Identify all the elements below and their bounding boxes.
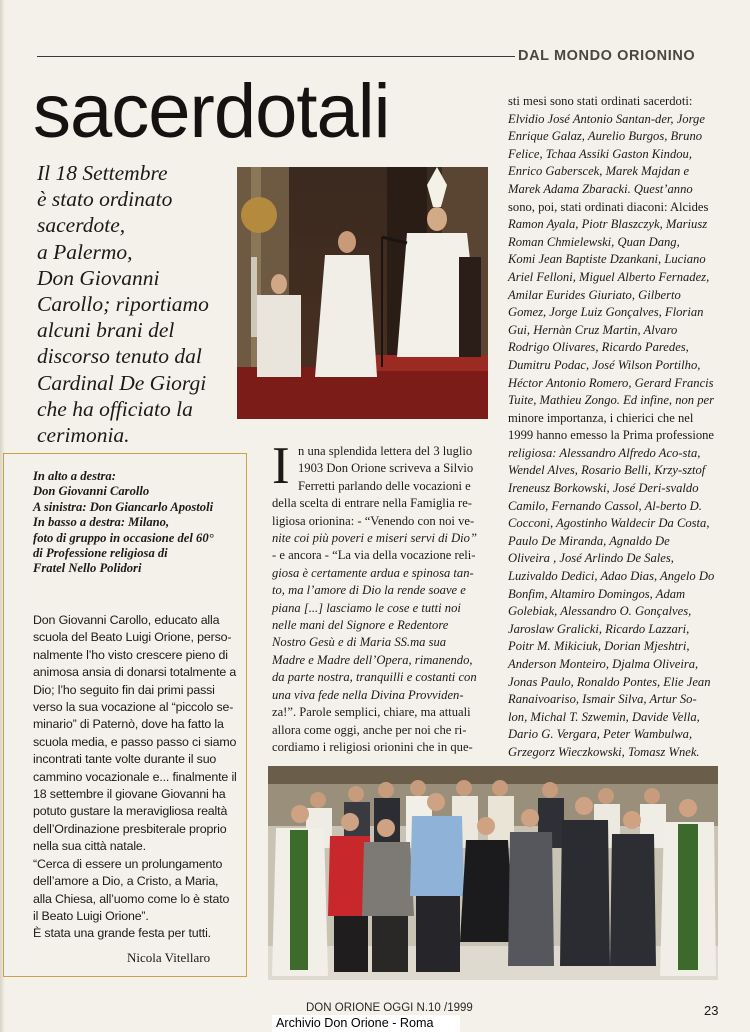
archive-watermark: Archivio Don Orione - Roma (276, 1016, 434, 1030)
subtitle-line: che ha officiato la (37, 396, 193, 421)
text-line: Felice, Tchaa Assiki Gaston Kindou, (508, 146, 693, 161)
text-line: Héctor Antonio Romero, Gerard Francis (508, 375, 714, 390)
header-rule (37, 56, 515, 57)
text-line: sono, poi, stati ordinati diaconi: Alcides (508, 199, 709, 214)
ordination-photo-image (237, 167, 488, 419)
text-line: Enrico Gaberscek, Marek Majdan e (508, 164, 690, 179)
text-line: da parte nostra, tranquilli e costanti con (272, 670, 477, 685)
text-line: della scelta di entrare nella Famiglia re- (272, 496, 473, 511)
subtitle-line: alcuni brani del (37, 318, 175, 343)
text-line: 1999 hanno emesso la Prima professione (508, 428, 715, 443)
text-line: dell’amore a Dio, a Cristo, a Maria, (33, 874, 219, 889)
text-line: Enrique Galaz, Aurelio Burgos, Bruno (508, 129, 703, 144)
text-line: È stata una grande festa per tutti. (33, 926, 211, 941)
drop-cap: I (272, 437, 290, 495)
text-line: “Cerca di essere un prolungamento (33, 856, 223, 871)
text-line: Roman Chmielewski, Quan Dang, (508, 234, 680, 249)
text-line: Komi Jean Baptiste Dzankani, Luciano (508, 252, 706, 267)
text-line: Poitr M. Mikiciuk, Dorian Mjeshtri, (508, 639, 690, 654)
left-column-text (33, 612, 238, 943)
text-line: minore importanza, i chierici che nel (508, 410, 694, 425)
text-line: incontrati tante volte durante il suo (33, 752, 217, 767)
text-line: to, ma l’amore di Dio la rende soave e (272, 583, 466, 598)
text-line: Ireneusz Borkowski, José Deri-svaldo (508, 481, 699, 496)
text-line: Gomez, Jorge Luiz Gonçalves, Florian (508, 305, 704, 320)
text-line: animosa ansia di donarsi totalmente a (33, 665, 237, 680)
text-line: lon, Michal T. Szwemin, Davide Vella, (508, 709, 700, 724)
subtitle-line: cerimonia. (37, 423, 130, 448)
text-line: nelle mani del Signore e Redentore (272, 618, 449, 633)
subtitle-line: Il 18 Settembre (37, 161, 168, 185)
text-line: nite coi più poveri e miseri servi di Dio” (272, 531, 477, 546)
text-line: verso la sua vocazione al “piccolo se- (33, 700, 234, 715)
magazine-footer: DON ORIONE OGGI N.10 /1999 (306, 1002, 473, 1014)
caption-line: di Professione religiosa di (33, 546, 168, 561)
caption-line: foto di gruppo in occasione del 60° (33, 530, 214, 545)
text-line: nalmente l’ho visto crescere pieno di (33, 647, 228, 662)
text-line: il Beato Luigi Orione”. (33, 908, 149, 923)
subtitle-line: sacerdote, (37, 213, 126, 238)
article-subtitle (37, 160, 237, 448)
text-line: potuto gustare la meravigliosa realtà (33, 804, 228, 819)
group-photo-image (268, 766, 718, 980)
text-line: nella sua città natale. (33, 839, 146, 854)
text-line: Elvidio José Antonio Santan-der, Jorge (508, 111, 705, 126)
text-line: Oliveira , José Arlindo De Sales, (508, 551, 674, 566)
text-line: n una splendida lettera del 3 luglio (298, 444, 473, 458)
text-line: Dario G. Vergara, Peter Wambulwa, (508, 727, 693, 742)
text-line: za!”. Parole semplici, chiare, ma attuali (272, 705, 471, 720)
photo-caption (33, 469, 243, 577)
text-line: 1903 Don Orione scriveva a Silvio (298, 461, 474, 476)
subtitle-line: Cardinal De Giorgi (37, 370, 207, 395)
caption-line: In basso a destra: Milano, (33, 515, 170, 530)
text-line: Dio; l’ho seguito fin dai primi passi (33, 682, 215, 697)
text-line: piana [...] lasciamo le cose e tutti noi (272, 600, 461, 615)
text-line: Cocconi, Agostinho Waldecir Da Costa, (508, 516, 710, 531)
text-line: Anderson Monteiro, Djalma Oliveira, (508, 657, 699, 671)
text-line: Ranaivoariso, Ismair Silva, Artur So- (508, 692, 697, 707)
text-line: cammino vocazionale e... finalmente il (33, 769, 237, 784)
text-line: Golebiak, Alessandro O. Gonçalves, (508, 604, 692, 619)
author-signature: Nicola Vitellaro (127, 950, 211, 965)
text-line: giosa è certamente ardua e spinosa tan- (272, 565, 474, 580)
subtitle-line: è stato ordinato (37, 187, 173, 212)
text-line: 18 settembre il giovane Giovanni ha (33, 787, 226, 802)
text-line: Nostro Gesù e di Maria SS.ma sua (272, 635, 447, 650)
text-line: Jonas Paulo, Ronaldo Pontes, Elie Jean (508, 674, 711, 689)
text-line: Wendel Alves, Rosario Belli, Krzy-sztof (508, 463, 706, 478)
text-line: Gui, Hernàn Cruz Martin, Alvaro (508, 322, 678, 337)
text-line: - e ancora - “La via della vocazione reli- (272, 548, 476, 563)
article-title: sacerdotali (33, 69, 390, 154)
text-line: Madre e Madre dell’Opera, rimanendo, (272, 652, 473, 667)
text-line: Luzivaldo Dedici, Adao Dias, Angelo Do (508, 569, 715, 584)
caption-line: Fratel Nello Polidori (33, 561, 142, 576)
text-line: una viva fede nella Divina Provviden- (272, 687, 464, 702)
right-column-text (508, 93, 720, 762)
text-line: Dumitru Podac, José Wilson Portilho, (508, 357, 701, 372)
subtitle-line: Don Giovanni (37, 265, 160, 290)
text-line: dell’Ordinazione presbiterale proprio (33, 821, 227, 836)
text-line: Ferretti parlando delle vocazioni e (298, 478, 471, 493)
text-line: allora come oggi, anche per noi che ri- (272, 722, 467, 737)
subtitle-line: discorso tenuto dal (37, 344, 202, 369)
text-line: Rodrigo Olivares, Ricardo Paredes, (508, 340, 689, 355)
group-photo (268, 766, 718, 980)
text-line: sti mesi sono stati ordinati sacerdoti: (508, 94, 693, 108)
ordination-photo (237, 167, 488, 419)
section-label: DAL MONDO ORIONINO (518, 48, 696, 64)
text-line: Paulo De Miranda, Agnaldo De (508, 533, 670, 548)
text-line: Ramon Ayala, Piotr Blaszczyk, Mariusz (508, 217, 708, 232)
subtitle-line: Carollo; riportiamo (37, 292, 209, 317)
text-line: minario” di Paternò, dove ha fatto la (33, 717, 224, 732)
text-line: religiosa: Alessandro Alfredo Aco-sta, (508, 445, 701, 460)
text-line: Grzegorz Wieczkowski, Tomasz Wnek. (508, 744, 700, 759)
text-line: Amilar Eurides Giuriato, Gilberto (508, 287, 681, 302)
text-line: Don Giovanni Carollo, educato alla (33, 613, 220, 627)
subtitle-line: a Palermo, (37, 239, 133, 264)
text-line: cordiamo i religiosi orionini che in que- (272, 739, 473, 754)
text-line: Tuite, Mathieu Zongo. Ed infine, non per (508, 393, 715, 408)
text-line: Bonfim, Altamiro Domingos, Adam (508, 586, 686, 601)
caption-line: Don Giovanni Carollo (33, 484, 150, 499)
text-line: Camilo, Fernando Cassol, Al-berto D. (508, 498, 702, 513)
text-line: ligiosa orionina: - “Venendo con noi ve- (272, 513, 475, 528)
text-line: scuola del Beato Luigi Orione, perso- (33, 630, 232, 645)
text-line: scuola media, e passo passo ci siamo (33, 734, 237, 749)
text-line: Ariel Felloni, Miguel Alberto Fernadez, (508, 269, 710, 284)
text-line: Jaroslaw Gralicki, Ricardo Lazzari, (508, 621, 690, 636)
caption-line: In alto a destra: (33, 469, 116, 483)
text-line: Marek Adama Zbaracki. Quest’anno (508, 181, 693, 196)
text-line: alla Chiesa, all’uomo come lo è stato (33, 891, 230, 906)
middle-column-text (272, 437, 488, 756)
caption-line: A sinistra: Don Giancarlo Apostoli (33, 499, 214, 514)
page-number: 23 (704, 1003, 719, 1018)
